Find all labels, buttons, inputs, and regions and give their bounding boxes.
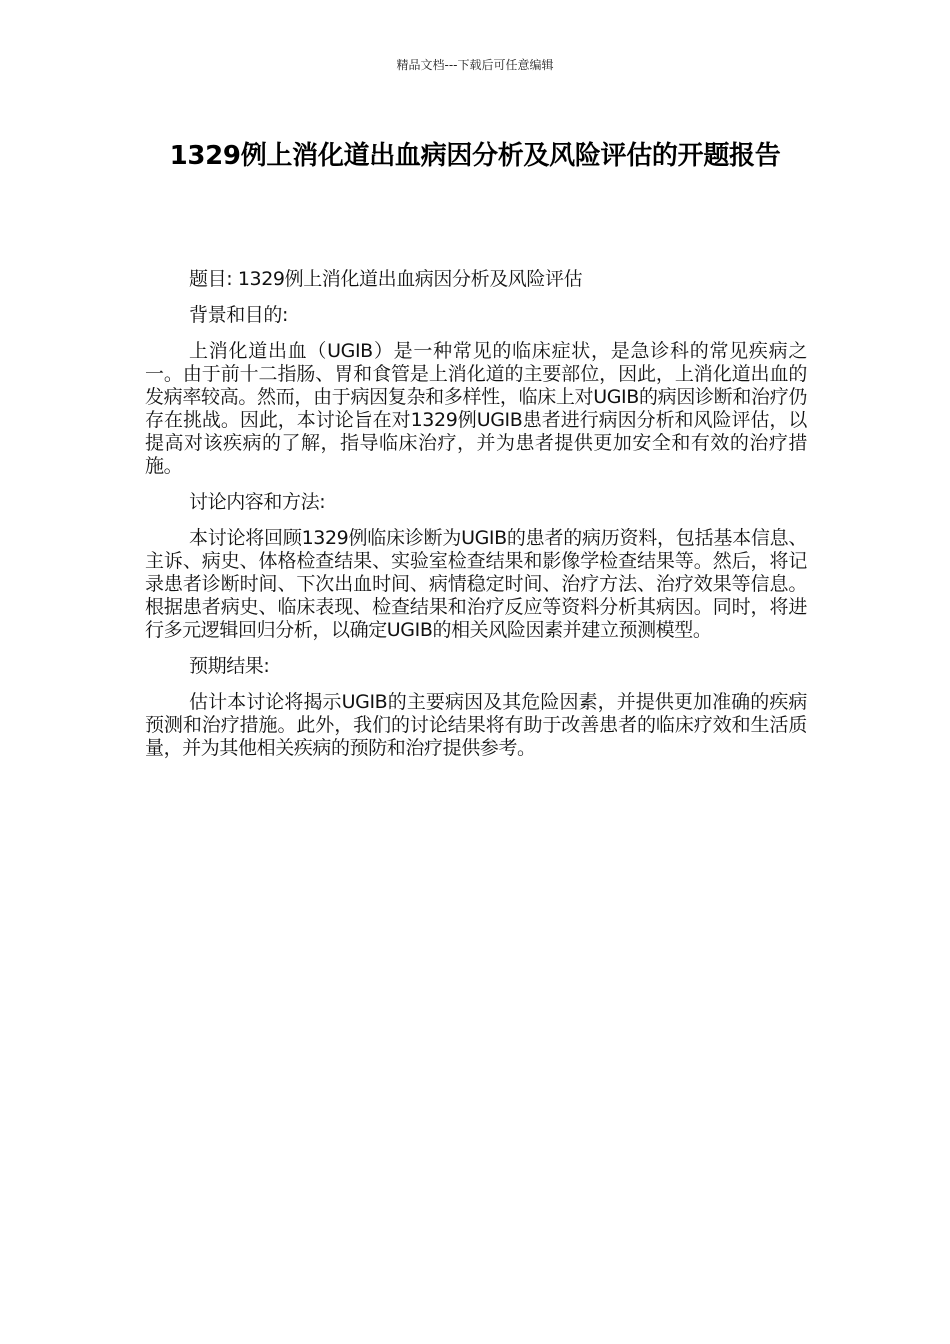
results-heading: 预期结果:: [189, 655, 270, 677]
document-body: [145, 268, 807, 773]
methods-paragraph: 本讨论将回顾1329例临床诊断为UGIB的患者的病历资料，包括基本信息、主诉、病史、体格检查结果、实验室检查结果和影像学检查结果等。然后，将记录患者诊断时间、下次出血时间、病情稳定时间、治疗方法、治疗效果等信息。根据患者病史、临床表现、检查结果和治疗反应等资料分析其病因。同时，将进行多元逻辑回归分析，以确定UGIB的相关风险因素并建立预测模型。: [145, 527, 807, 641]
background-paragraph: 上消化道出血（UGIB）是一种常见的临床症状，是急诊科的常见疾病之一。由于前十二指肠、胃和食管是上消化道的主要部位，因此，上消化道出血的发病率较高。然而，由于病因复杂和多样性，临床上对UGIB的病因诊断和治疗仍存在挑战。因此，本讨论旨在对1329例UGIB患者进行病因分析和风险评估，以提高对该疾病的了解，指导临床治疗，并为患者提供更加安全和有效的治疗措施。: [145, 340, 807, 477]
document-title: 1329例上消化道出血病因分析及风险评估的开题报告: [169, 141, 781, 171]
topic-line: 题目: 1329例上消化道出血病因分析及风险评估: [189, 268, 583, 290]
page-header: 精品文档---下载后可任意编辑: [396, 58, 554, 72]
background-heading: 背景和目的:: [189, 304, 289, 326]
methods-heading: 讨论内容和方法:: [189, 491, 326, 513]
results-paragraph: 估计本讨论将揭示UGIB的主要病因及其危险因素，并提供更加准确的疾病预测和治疗措施。此外，我们的讨论结果将有助于改善患者的临床疗效和生活质量，并为其他相关疾病的预防和治疗提供参考。: [145, 691, 807, 759]
